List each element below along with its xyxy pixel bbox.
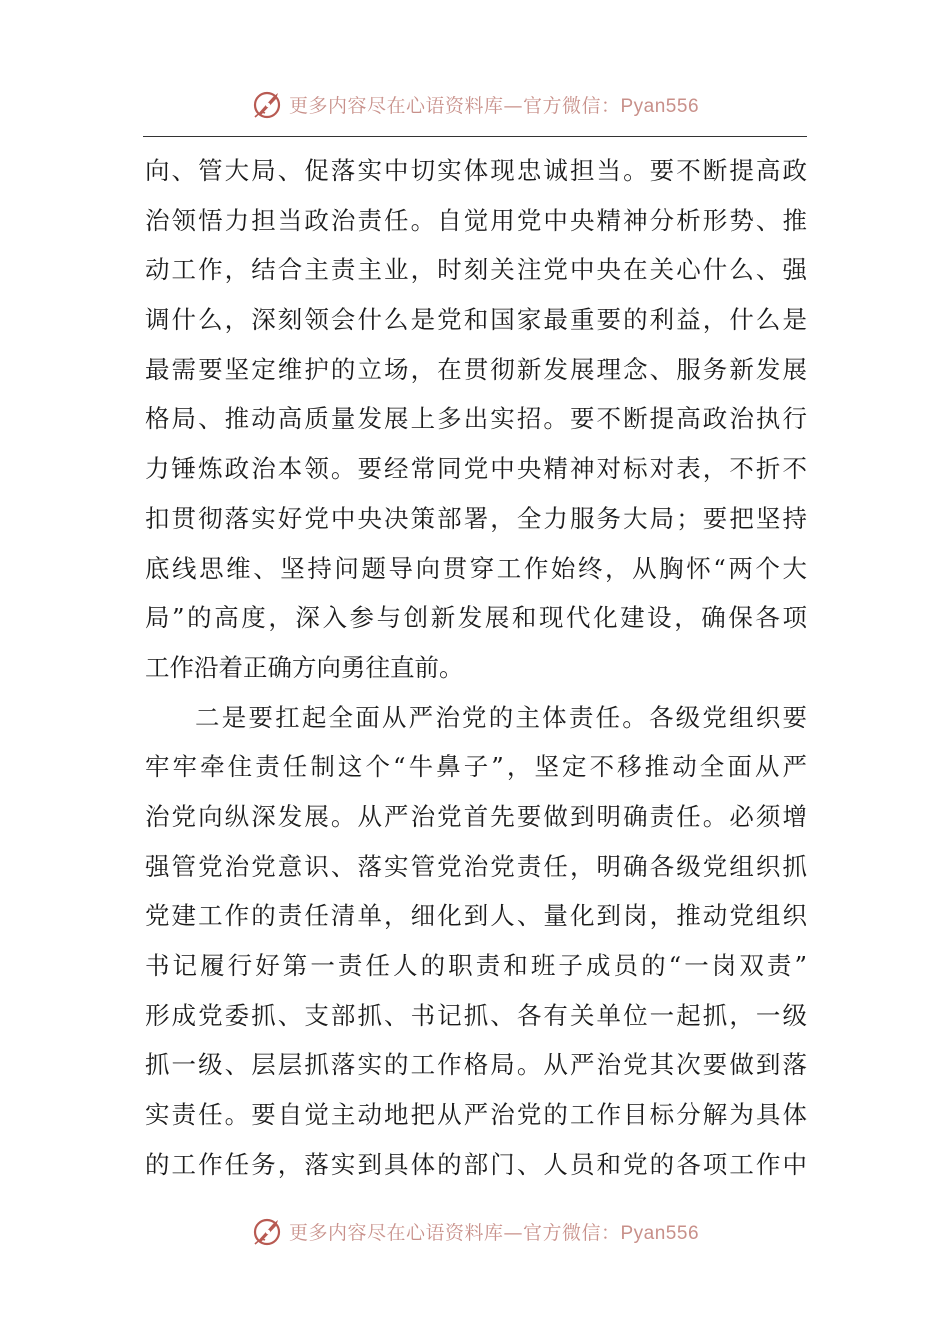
paragraph-2 <box>145 693 807 1190</box>
text-line: 治领悟力担当政治责任。自觉用党中央精神分析形势、推 <box>145 205 807 235</box>
text-line: 工作沿着正确方向勇往直前。 <box>145 652 464 682</box>
document-body <box>145 146 807 1189</box>
text-line: 最需要坚定维护的立场，在贯彻新发展理念、服务新发展 <box>145 354 807 384</box>
footer-wechat-id: Pyan556 <box>620 1222 700 1244</box>
text-line: 动工作，结合主责主业，时刻关注党中央在关心什么、强 <box>145 255 807 285</box>
pen-nib-circle-icon <box>251 1214 285 1248</box>
footer-banner-text: 更多内容尽在心语资料库—官方微信：Pyan556 <box>288 1221 700 1244</box>
header-divider <box>143 136 807 137</box>
footer-banner <box>0 1211 950 1251</box>
text-line: 局”的高度，深入参与创新发展和现代化建设，确保各项 <box>145 603 807 633</box>
text-line: 格局、推动高质量发展上多出实招。要不断提高政治执行 <box>145 404 807 434</box>
header-wechat-id: Pyan556 <box>620 95 700 117</box>
text-line: 形成党委抓、支部抓、书记抓、各有关单位一起抓，一级 <box>145 1000 807 1030</box>
header-banner-text: 更多内容尽在心语资料库—官方微信：Pyan556 <box>288 94 700 117</box>
text-line: 抓一级、层层抓落实的工作格局。从严治党其次要做到落 <box>145 1050 807 1080</box>
text-line: 实责任。要自觉主动地把从严治党的工作目标分解为具体 <box>145 1100 807 1130</box>
text-line: 治党向纵深发展。从严治党首先要做到明确责任。必须增 <box>145 801 807 831</box>
text-line: 底线思维、坚持问题导向贯穿工作始终，从胸怀“两个大 <box>145 553 807 583</box>
text-line: 力锤炼政治本领。要经常同党中央精神对标对表，不折不 <box>145 454 807 484</box>
paragraph-1 <box>145 146 807 693</box>
text-line: 书记履行好第一责任人的职责和班子成员的“一岗双责” <box>145 951 807 980</box>
text-line: 的工作任务，落实到具体的部门、人员和党的各项工作中 <box>145 1149 807 1179</box>
header-banner <box>0 84 950 124</box>
text-line: 强管党治党意识、落实管党治党责任，明确各级党组织抓 <box>145 851 807 881</box>
text-line: 向、管大局、促落实中切实体现忠诚担当。要不断提高政 <box>145 156 807 185</box>
pen-nib-circle-icon <box>251 87 285 121</box>
text-line: 扣贯彻落实好党中央决策部署，全力服务大局；要把坚持 <box>145 503 807 533</box>
text-line: 调什么，深刻领会什么是党和国家最重要的利益，什么是 <box>145 305 807 335</box>
text-line: 牢牢牵住责任制这个“牛鼻子”，坚定不移推动全面从严 <box>145 752 807 782</box>
text-line: 党建工作的责任清单，细化到人、量化到岗，推动党组织 <box>145 901 807 931</box>
text-line: 二是要扛起全面从严治党的主体责任。各级党组织要 <box>195 702 807 732</box>
